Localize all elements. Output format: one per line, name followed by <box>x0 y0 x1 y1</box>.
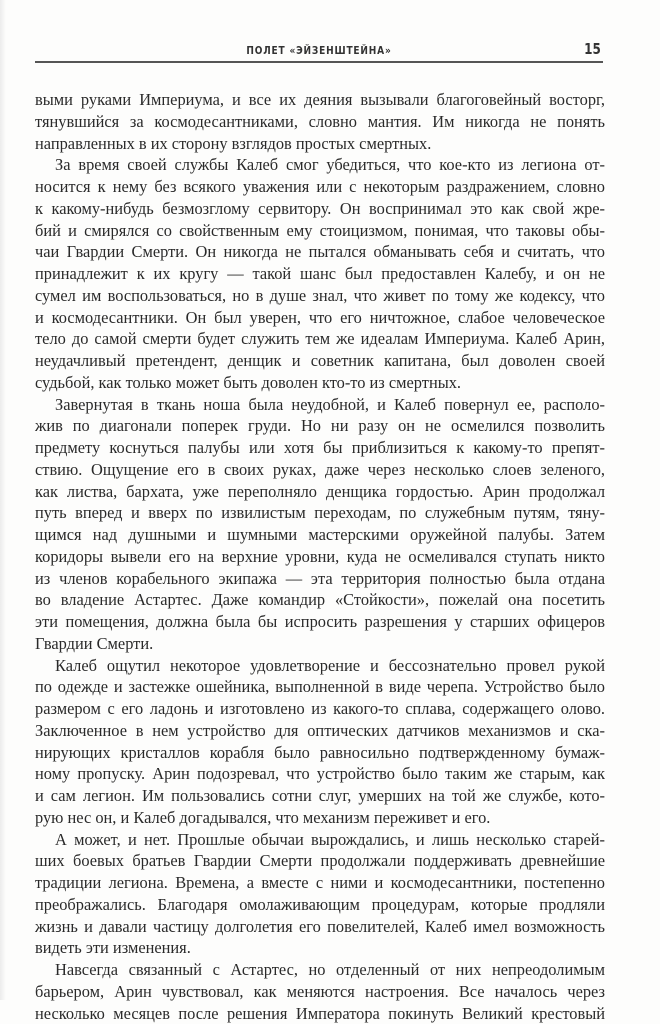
paragraph <box>35 655 605 829</box>
text-line: Заключенное в нем устройство для оптических датчиков механизмов и ска- <box>35 720 605 742</box>
text-line: и сам легион. Им пользовались сотни слуг, умерших на той же службе, кото- <box>35 785 605 807</box>
text-line: как листва, бархата, уже переполняло денщика гордостью. Арин продолжал <box>35 481 605 503</box>
header-rule <box>35 61 603 63</box>
text-line: к какому-нибудь безмозглому сервитору. Он воспринимал это как свой жре- <box>35 198 605 220</box>
text-line: традиции легиона. Времена, а вместе с ними и космодесантники, постепенно <box>35 872 605 894</box>
text-line: выми руками Империума, и все их деяния вызывали благоговейный восторг, <box>35 89 605 111</box>
text-line: бий и смирялся со свойственным ему стоицизмом, понимая, что таковы обы- <box>35 220 605 242</box>
text-line: ших боевых братьев Гвардии Смерти продолжали поддерживать древнейшие <box>35 850 605 872</box>
text-line: тянувшийся за космодесантниками, словно мантия. Им никогда не понять <box>35 111 605 133</box>
text-line: жизнь и давали частицу долголетия его повелителей, Калеб имел возможность <box>35 916 605 938</box>
text-line: ствию. Ощущение его в своих руках, даже через несколько слоев зеленого, <box>35 459 605 481</box>
text-line: преображались. Благодаря омолаживающим процедурам, которые продляли <box>35 894 605 916</box>
text-line: Навсегда связанный с Астартес, но отделенный от них непреодолимым <box>35 959 605 981</box>
text-line: нирующих кристаллов корабля было равносильно подтвержденному бумаж- <box>35 742 605 764</box>
text-line: жив по диагонали поперек груди. Но ни разу он не осмелился позволить <box>35 415 605 437</box>
text-line: носится к нему без всякого уважения или с некоторым раздражением, словно <box>35 176 605 198</box>
text-line: Завернутая в ткань ноша была неудобной, и Калеб повернул ее, располо- <box>35 394 605 416</box>
paragraph <box>35 829 605 960</box>
paragraph <box>35 154 605 393</box>
page-number: 15 <box>584 40 601 58</box>
body-text <box>35 89 605 1024</box>
text-line: предмету коснуться палубы или хотя бы приблизиться к какому-то препят- <box>35 437 605 459</box>
text-line: неудачливый претендент, денщик и советник капитана, был доволен своей <box>35 350 605 372</box>
paragraph <box>35 89 605 154</box>
text-line: щимся над душными и шумными мастерскими оружейной палубы. Затем <box>35 524 605 546</box>
text-line: направленных в их сторону взглядов простых смертных. <box>35 133 605 155</box>
text-line: видеть эти изменения. <box>35 937 605 959</box>
text-line: и космодесантники. Он был уверен, что его ничтожное, слабое человеческое <box>35 307 605 329</box>
text-line: эти помещения, должна была бы испросить разрешения у старших офицеров <box>35 611 605 633</box>
text-line: чаи Гвардии Смерти. Он никогда не пытался обманывать себя и считать, что <box>35 241 605 263</box>
text-line: тело до самой смерти будет служить тем же идеалам Империума. Калеб Арин, <box>35 328 605 350</box>
text-line: За время своей службы Калеб смог убедиться, что кое-кто из легиона от- <box>35 154 605 176</box>
text-line: Калеб ощутил некоторое удовлетворение и бессознательно провел рукой <box>35 655 605 677</box>
text-line: путь вперед и вверх по извилистым переходам, по служебным путям, тяну- <box>35 502 605 524</box>
paragraph <box>35 394 605 655</box>
running-title: ПОЛЕТ «ЭЙЗЕНШТЕЙНА» <box>86 44 552 57</box>
text-line: по одежде и застежке ошейника, выполненной в виде черепа. Устройство было <box>35 676 605 698</box>
paragraph <box>35 959 605 1024</box>
text-line: из членов корабельного экипажа — эта территория полностью была отдана <box>35 568 605 590</box>
text-line: принадлежит к их кругу — такой шанс был предоставлен Калебу, и он не <box>35 263 605 285</box>
text-line: барьером, Арин чувствовал, как меняются настроения. Все началось через <box>35 981 605 1003</box>
page-header <box>35 38 603 62</box>
text-line: рую нес он, и Калеб догадывался, что механизм переживет и его. <box>35 807 605 829</box>
page-edge-shadow <box>0 0 6 1000</box>
text-line: сумел им воспользоваться, но в душе знал, что живет по тому же кодексу, что <box>35 285 605 307</box>
text-line: во владение Астартес. Даже командир «Стойкости», пожелай она посетить <box>35 589 605 611</box>
text-line: А может, и нет. Прошлые обычаи вырождались, и лишь несколько старей- <box>35 829 605 851</box>
text-line: несколько месяцев после решения Императора покинуть Великий крестовый <box>35 1003 605 1024</box>
text-line: судьбой, как только может быть доволен кто-то из смертных. <box>35 372 605 394</box>
text-line: ному пропуску. Арин подозревал, что устройство было таким же старым, как <box>35 763 605 785</box>
text-line: размером с его ладонь и изготовлено из какого-то сплава, содержащего олово. <box>35 698 605 720</box>
text-line: коридоры вывели его на верхние уровни, куда не осмеливался ступать никто <box>35 546 605 568</box>
text-line: Гвардии Смерти. <box>35 633 605 655</box>
